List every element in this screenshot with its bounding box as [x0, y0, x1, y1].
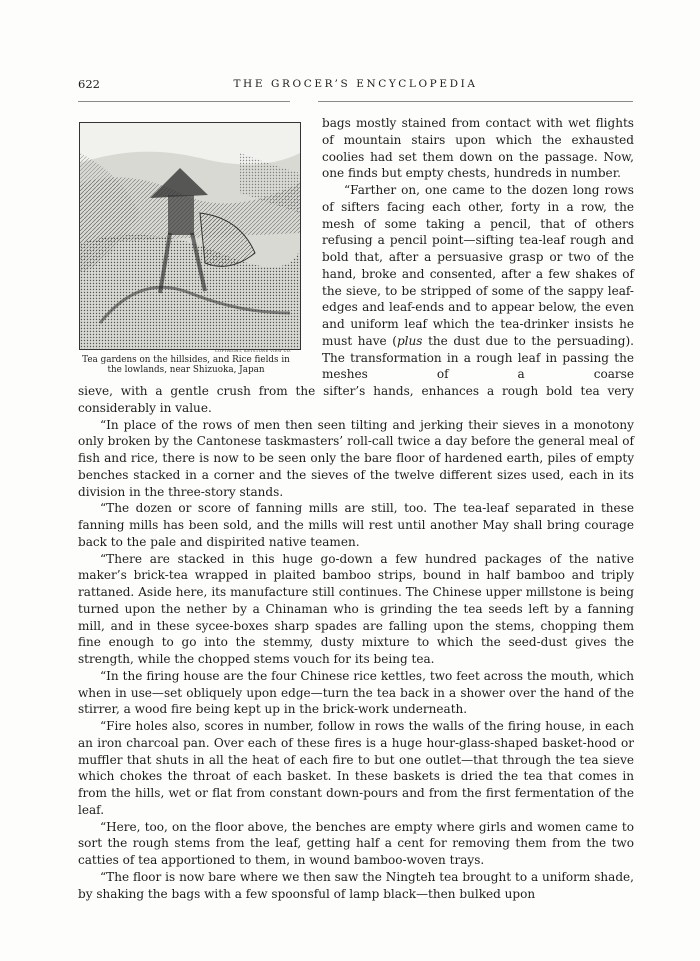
figure-caption: Tea gardens on the hillsides, and Rice fields in the lowlands, near Shizuoka, Japan [82, 355, 290, 375]
paragraph: “In place of the rows of men then seen tilting and jerking their sieves in a monotony only broken by the Cantonese taskmasters’ roll-call twice a day before the general meal of fish and rice, there is now to be seen only the bare floor of hardened earth, piles of empty benches stacked in a corner and the sieves of the twelve different sizes used, each in its division in the three-story stands. [78, 417, 634, 499]
header-rule-left [78, 101, 290, 102]
paragraph: “There are stacked in this huge go-down a few hundred packages of the native maker’s brick-tea wrapped in plaited bamboo strips, bound in half bamboo and triply rattaned. Aside here, its manufacture still continues. The Chinese upper millstone is being turned upon the nether by a Chinaman who is grinding the tea seeds left by a fanning mill, and in these sycee-boxes sharp spades are falling upon the stems, chopping them fine enough to go into the stemmy, dusty mixture to which the seed-dust gives the strength, while the chopped stems vouch for its being tea. [78, 551, 634, 666]
paragraph-text: the dust due to the persuading). The transformation in a rough leaf in passing the meshes of a coarse [322, 333, 634, 382]
paragraph-text: “Farther on, one came to the dozen long rows of sifters facing each other, forty in a row, the mesh of some taking a pencil, that of others refusing a pencil point—sifting tea-leaf rough and bold that, after a persuasive grasp or two of the hand, broke and consented, after a few shakes of the sieve, to be stripped of some of the sappy leaf-edges and leaf-ends and to appear below, the even and uniform leaf which the tea-drinker insists he must have ( [322, 183, 634, 348]
paragraph: “In the firing house are the four Chinese rice kettles, two feet across the mouth, which when in use—set obliquely upon edge—turn the tea back in a shower over the hand of the stirrer, a wood fire being kept up in the brick-work underneath. [78, 668, 634, 717]
paragraph: “Here, too, on the floor above, the benches are empty where girls and women came to sort the rough stems from the leaf, getting half a cent for removing them from the two catties of tea apportioned to them, in wound bamboo-woven trays. [78, 819, 634, 867]
right-column-text [322, 115, 634, 383]
paragraph: “The dozen or score of fanning mills are still, too. The tea-leaf separated in these fanning mills has been sold, and the mills will rest until another May shall bring courage back to the pale and dispirited native teamen. [78, 501, 634, 549]
main-body-text [78, 383, 634, 902]
paragraph: bags mostly stained from contact with wet flights of mountain stairs upon which the exhausted coolies had set them down on the passage. Now, one finds but empty chests, hundreds in number. [322, 116, 634, 181]
paragraph-sifters [322, 182, 634, 383]
italic-word: plus [396, 333, 423, 348]
page-header [78, 77, 633, 95]
tea-garden-photo [79, 122, 301, 350]
page-number: 622 [78, 77, 100, 91]
paragraph: “Fire holes also, scores in number, follow in rows the walls of the firing house, in each an iron charcoal pan. Over each of these fires is a huge hour-glass-shaped basket-hood or muffler that shuts in all the heat of each fire to but one outlet—that through the tea sieve which chokes the throat of each basket. In these baskets is dried the tea that comes in from the hills, wet or flat from constant down-pours and from the first fermentation of the leaf. [78, 719, 634, 817]
paragraph: sieve, with a gentle crush from the sifter’s hands, enhances a rough bold tea very considerably in value. [78, 384, 634, 415]
running-title: THE GROCER’S ENCYCLOPEDIA [233, 78, 478, 90]
header-rule-right [318, 101, 633, 102]
paragraph: “The floor is now bare where we then saw the Ningteh tea brought to a uniform shade, by shaking the bags with a few spoonsful of lamp black—then bulked upon [78, 869, 634, 901]
photo-copyright: COPYRIGHT, KEYSTONE VIEW CO. [215, 349, 292, 353]
photo-illustration [80, 123, 300, 349]
